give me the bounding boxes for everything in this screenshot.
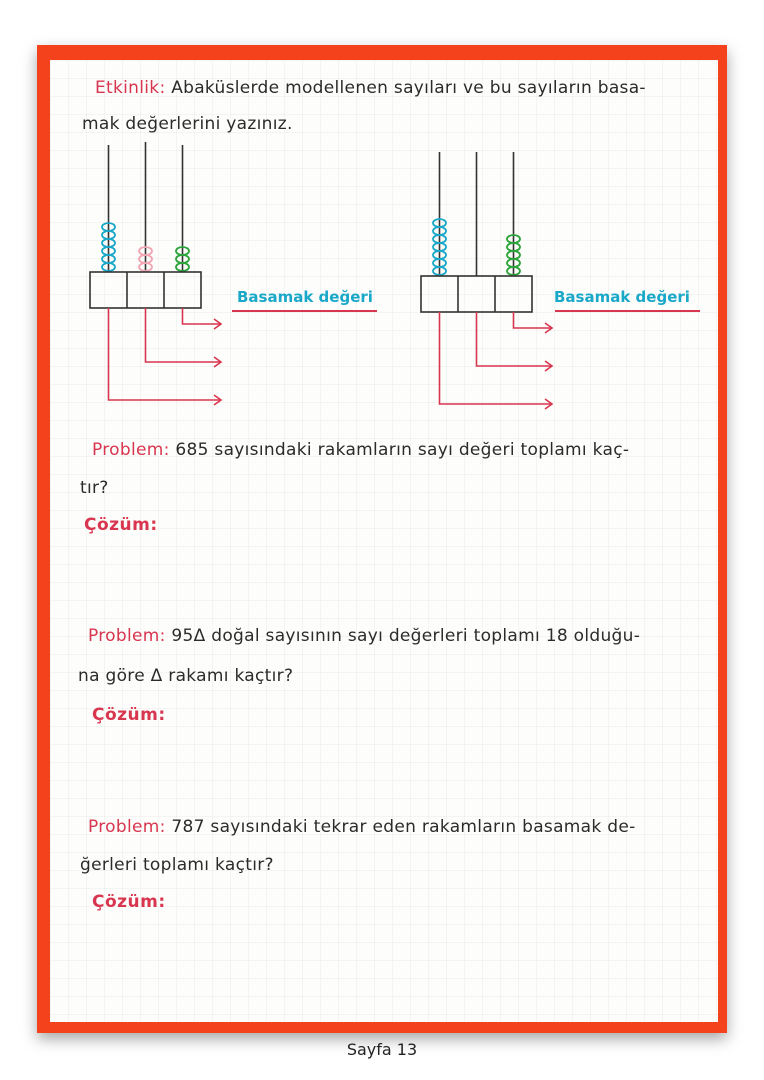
worksheet-paper <box>50 60 718 1022</box>
problem2-label: Problem: <box>88 626 166 646</box>
problem2-solution-label: Çözüm: <box>92 705 166 725</box>
abacus-left-place-value-label: Basamak değeri <box>237 288 373 306</box>
page-number: Sayfa 13 <box>346 1040 418 1059</box>
abacus-right-arrow <box>440 312 553 404</box>
abacus-left-answer-line <box>232 310 377 312</box>
problem3-line-2 <box>80 855 274 875</box>
abacus-left <box>90 142 221 405</box>
abacus-right-place-value-label: Basamak değeri <box>554 288 690 306</box>
problem1-text-2: tır? <box>80 478 109 498</box>
abacus-right-answer-line <box>555 310 700 312</box>
abacus-left-arrow <box>183 308 222 324</box>
abacus-left-figure <box>50 60 718 440</box>
abacus-right-box <box>421 276 532 312</box>
activity-text-1: Abaküslerde modellenen sayıları ve bu sayıların basa- <box>171 78 646 98</box>
problem3-label: Problem: <box>88 817 166 837</box>
problem1-solution-label: Çözüm: <box>84 515 158 535</box>
problem1-line-2 <box>80 478 109 498</box>
problem3-text-2: ğerleri toplamı kaçtır? <box>80 855 274 875</box>
problem3-solution-label: Çözüm: <box>92 892 166 912</box>
problem2-text-2: na göre Δ rakamı kaçtır? <box>78 666 294 686</box>
activity-label: Etkinlik: <box>95 78 166 98</box>
activity-text-2: mak değerlerini yazınız. <box>82 114 293 134</box>
problem3-text-1: 787 sayısındaki tekrar eden rakamların basamak de- <box>171 817 636 837</box>
abacus-right-arrow <box>514 312 553 328</box>
abacus-left-arrow <box>109 308 222 400</box>
problem2-text-1: 95Δ doğal sayısının sayı değerleri toplamı 18 olduğu- <box>171 626 641 646</box>
problem2-line-1 <box>88 626 640 646</box>
problem2-line-2 <box>78 666 293 686</box>
problem3-line-1 <box>88 817 636 837</box>
problem1-text-1: 685 sayısındaki rakamların sayı değeri toplamı kaç- <box>175 440 630 460</box>
problem1-label: Problem: <box>92 440 170 460</box>
problem1-line-1 <box>92 440 629 460</box>
abacus-right <box>421 152 552 409</box>
abacus-left-box <box>90 272 201 308</box>
